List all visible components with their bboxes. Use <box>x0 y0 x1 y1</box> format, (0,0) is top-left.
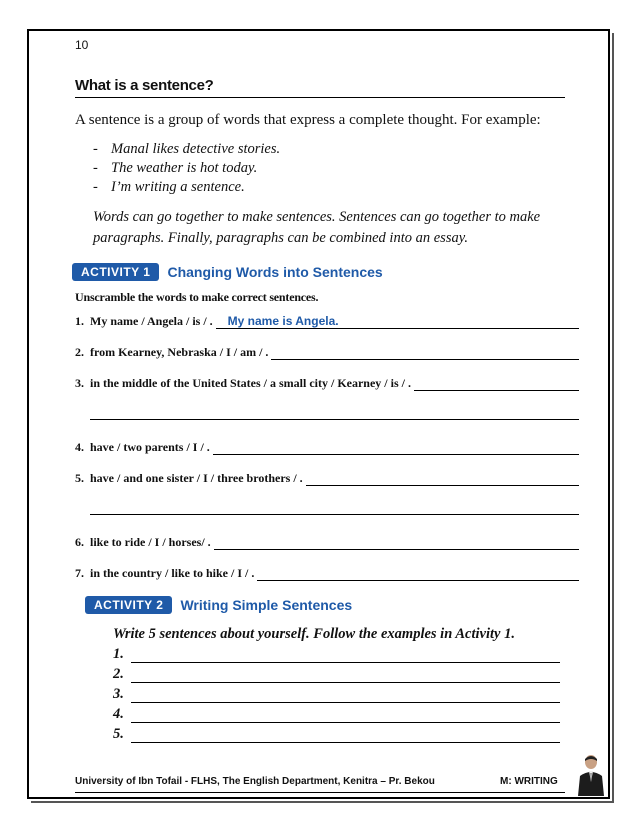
sentence-line: 4. <box>113 706 560 723</box>
footer-credit: University of Ibn Tofail - FLHS, The English Department, Kenitra – Pr. Bekou <box>75 776 435 787</box>
exercise-item: 4. have / two parents / I / . <box>75 440 579 455</box>
writing-line[interactable] <box>131 708 560 723</box>
activity2-instruction: Write 5 sentences about yourself. Follow the examples in Activity 1. <box>113 626 515 642</box>
answer-line[interactable] <box>257 568 579 581</box>
exercise-item: 7. in the country / like to hike / I / . <box>75 566 579 581</box>
writing-line[interactable] <box>131 728 560 743</box>
answer-line[interactable] <box>213 442 579 455</box>
sentence-line: 3. <box>113 686 560 703</box>
page-number: 10 <box>75 38 89 52</box>
exercise-item: 6. like to ride / I / horses/ . <box>75 535 579 550</box>
activity2-header <box>85 596 352 614</box>
exercise-item: 2. from Kearney, Nebraska / I / am / . <box>75 345 579 360</box>
answer-line[interactable] <box>306 473 579 486</box>
activity1-instruction: Unscramble the words to make correct sentences. <box>75 290 319 304</box>
footer-rule <box>75 792 565 793</box>
example-item: - The weather is hot today. <box>93 160 258 176</box>
example-item: - Manal likes detective stories. <box>93 141 281 157</box>
writing-line[interactable] <box>131 688 560 703</box>
footer-course: M: WRITING <box>500 776 558 787</box>
activity1-title: Changing Words into Sentences <box>167 264 383 281</box>
writing-line[interactable] <box>131 648 560 663</box>
writing-line[interactable] <box>131 668 560 683</box>
activity2-title: Writing Simple Sentences <box>180 597 353 614</box>
heading-underline <box>75 97 565 98</box>
sentence-line: 5. <box>113 726 560 743</box>
explanation-paragraph: Words can go together to make sentences. Sentences can go together to make paragraphs. Finally, paragraphs can be combined into an essay. <box>93 209 541 246</box>
exercise-item: 1. My name / Angela / is / . My name is Angela. <box>75 314 579 329</box>
answer-line[interactable] <box>414 378 579 391</box>
answer-line-extra[interactable] <box>90 514 579 515</box>
activity1-header <box>72 263 383 281</box>
sentence-line: 1. <box>113 646 560 663</box>
sentence-line: 2. <box>113 666 560 683</box>
answer-line[interactable] <box>271 347 579 360</box>
answer-line[interactable] <box>214 537 579 550</box>
activity2-badge: ACTIVITY 2 <box>85 596 172 614</box>
activity1-badge: ACTIVITY 1 <box>72 263 159 281</box>
exercise-item: 3. in the middle of the United States / a small city / Kearney / is / . <box>75 376 579 391</box>
exercise-item: 5. have / and one sister / I / three brothers / . <box>75 471 579 486</box>
answer-line[interactable] <box>216 316 579 329</box>
intro-text: A sentence is a group of words that express a complete thought. For example: <box>75 112 541 128</box>
section-heading: What is a sentence? <box>75 77 214 94</box>
answer-line-extra[interactable] <box>90 419 579 420</box>
handwritten-answer: My name is Angela. <box>227 314 339 328</box>
example-item: - I’m writing a sentence. <box>93 179 245 195</box>
author-portrait-icon <box>576 752 606 796</box>
